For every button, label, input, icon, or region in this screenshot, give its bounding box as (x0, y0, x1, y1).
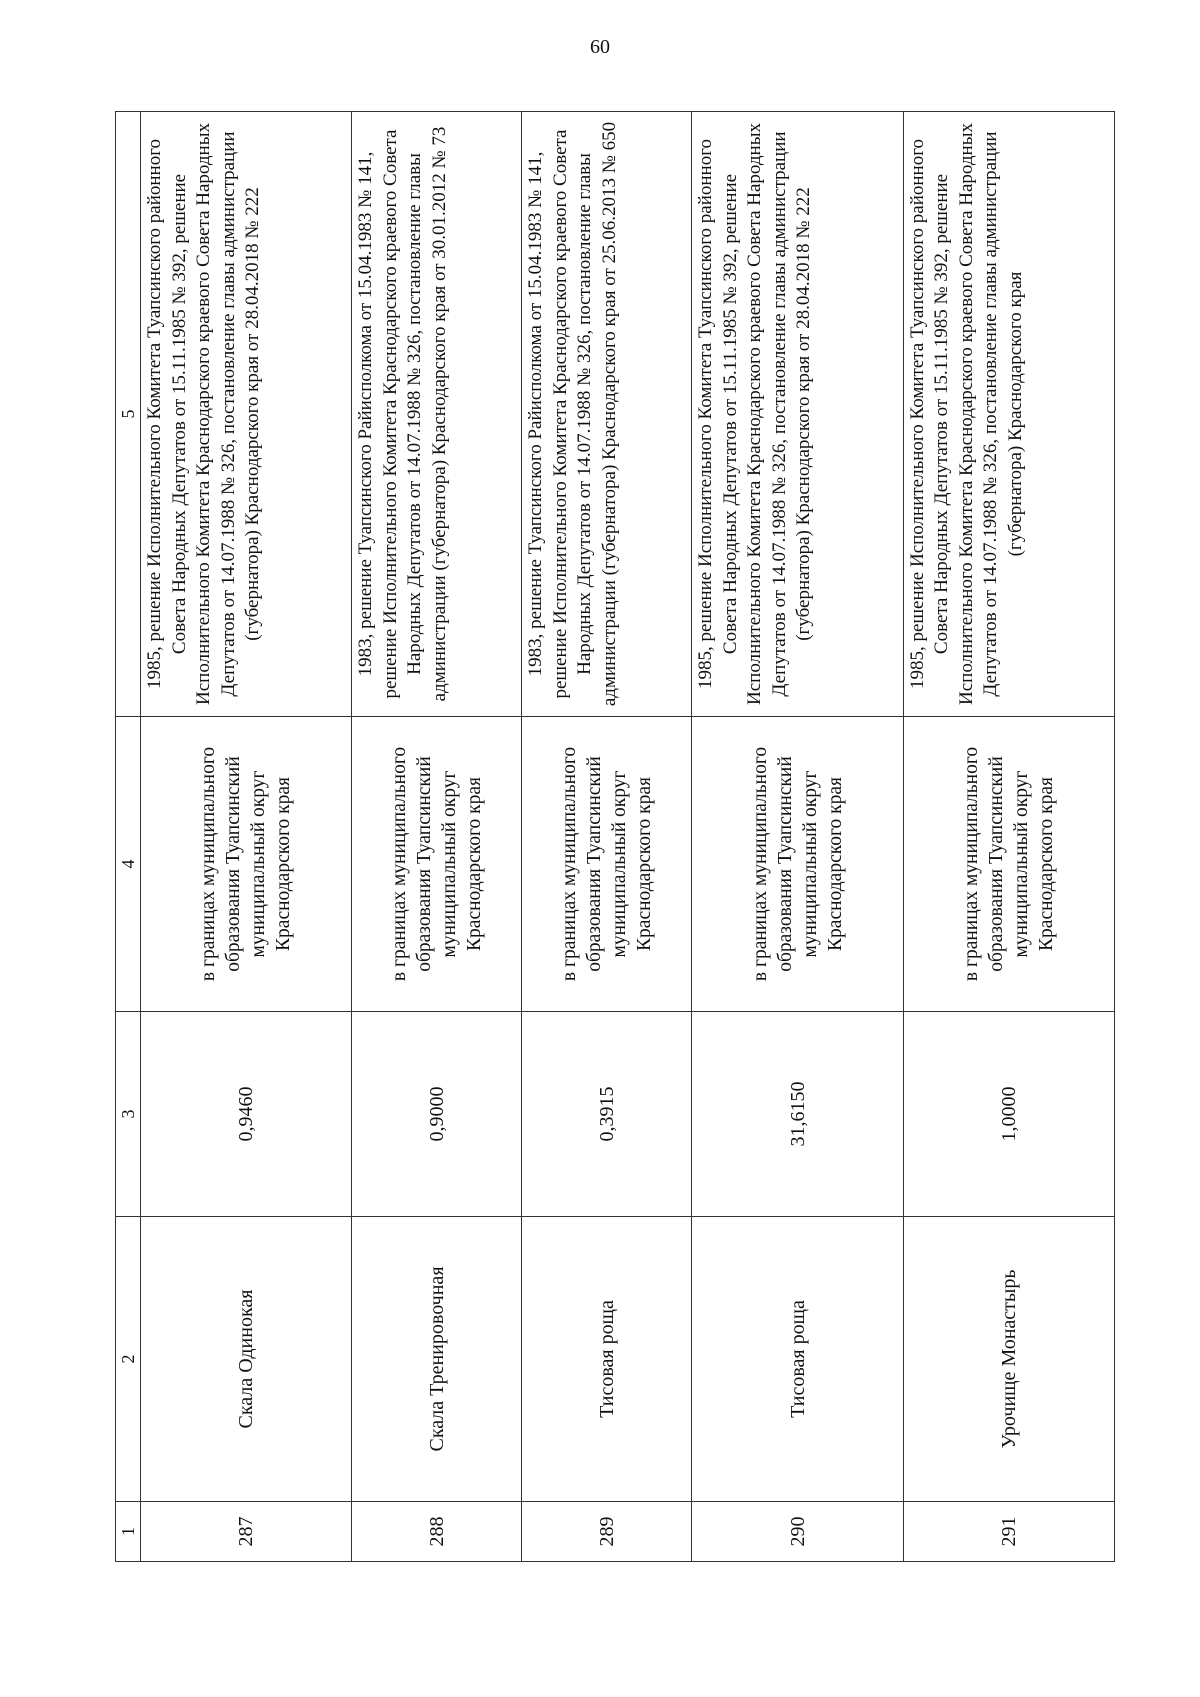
legal-basis: 1985, решение Исполнительного Комитета Туапсинского районного Совета Народных Депутатов от 15.11.1985 № 392, решение Исполнительного Комитета Краснодарского краевого Совета Народных Депутатов от 14.07.1988 № 326, постановление главы администрации (губернатора) Краснодарского края от 28.04.2018 № 222 (692, 112, 903, 717)
site-area: 0,3915 (522, 1012, 692, 1217)
table-row (522, 112, 692, 1562)
column-header-area: 3 (116, 1012, 141, 1217)
row-number: 291 (903, 1502, 1114, 1562)
legal-basis: 1985, решение Исполнительного Комитета Туапсинского районного Совета Народных Депутатов от 15.11.1985 № 392, решение Исполнительного Комитета Краснодарского краевого Совета Народных Депутатов от 14.07.1988 № 326, постановление главы администрации (губернатора) Краснодарского края от 28.04.2018 № 222 (141, 112, 352, 717)
table-row (141, 112, 352, 1562)
site-location: в границах муниципального образования Туапсинский муниципальный округ Краснодарского края (141, 717, 352, 1012)
site-location: в границах муниципального образования Туапсинский муниципальный округ Краснодарского края (522, 717, 692, 1012)
rotated-table-wrapper (115, 112, 1115, 1562)
row-number: 289 (522, 1502, 692, 1562)
legal-basis: 1985, решение Исполнительного Комитета Туапсинского районного Совета Народных Депутатов от 15.11.1985 № 392, решение Исполнительного Комитета Краснодарского краевого Совета Народных Депутатов от 14.07.1988 № 326, постановление главы администрации (губернатора) Краснодарского края (903, 112, 1114, 717)
table-row (903, 112, 1114, 1562)
site-area: 31,6150 (692, 1012, 903, 1217)
site-area: 1,0000 (903, 1012, 1114, 1217)
table-row (692, 112, 903, 1562)
row-number: 290 (692, 1502, 903, 1562)
site-area: 0,9000 (352, 1012, 522, 1217)
table-row (352, 112, 522, 1562)
column-header-name: 2 (116, 1217, 141, 1502)
column-header-number: 1 (116, 1502, 141, 1562)
column-header-location: 4 (116, 717, 141, 1012)
site-name: Тисовая роща (522, 1217, 692, 1502)
table-header-row (116, 112, 141, 1562)
site-name: Скала Одинокая (141, 1217, 352, 1502)
site-name: Тисовая роща (692, 1217, 903, 1502)
site-location: в границах муниципального образования Туапсинский муниципальный округ Краснодарского края (352, 717, 522, 1012)
row-number: 287 (141, 1502, 352, 1562)
site-name: Скала Тренировочная (352, 1217, 522, 1502)
site-location: в границах муниципального образования Туапсинский муниципальный округ Краснодарского края (903, 717, 1114, 1012)
protected-areas-table (115, 111, 1115, 1562)
page-number: 60 (590, 36, 610, 58)
site-name: Урочище Монастырь (903, 1217, 1114, 1502)
column-header-basis: 5 (116, 112, 141, 717)
site-location: в границах муниципального образования Туапсинский муниципальный округ Краснодарского края (692, 717, 903, 1012)
legal-basis: 1983, решение Туапсинского Райисполкома от 15.04.1983 № 141, решение Исполнительного Комитета Краснодарского краевого Совета Народных Депутатов от 14.07.1988 № 326, постановление главы администрации (губернатора) Краснодарского края от 25.06.2013 № 650 (522, 112, 692, 717)
row-number: 288 (352, 1502, 522, 1562)
site-area: 0,9460 (141, 1012, 352, 1217)
legal-basis: 1983, решение Туапсинского Райисполкома от 15.04.1983 № 141, решение Исполнительного Комитета Краснодарского краевого Совета Народных Депутатов от 14.07.1988 № 326, постановление главы администрации (губернатора) Краснодарского края от 30.01.2012 № 73 (352, 112, 522, 717)
